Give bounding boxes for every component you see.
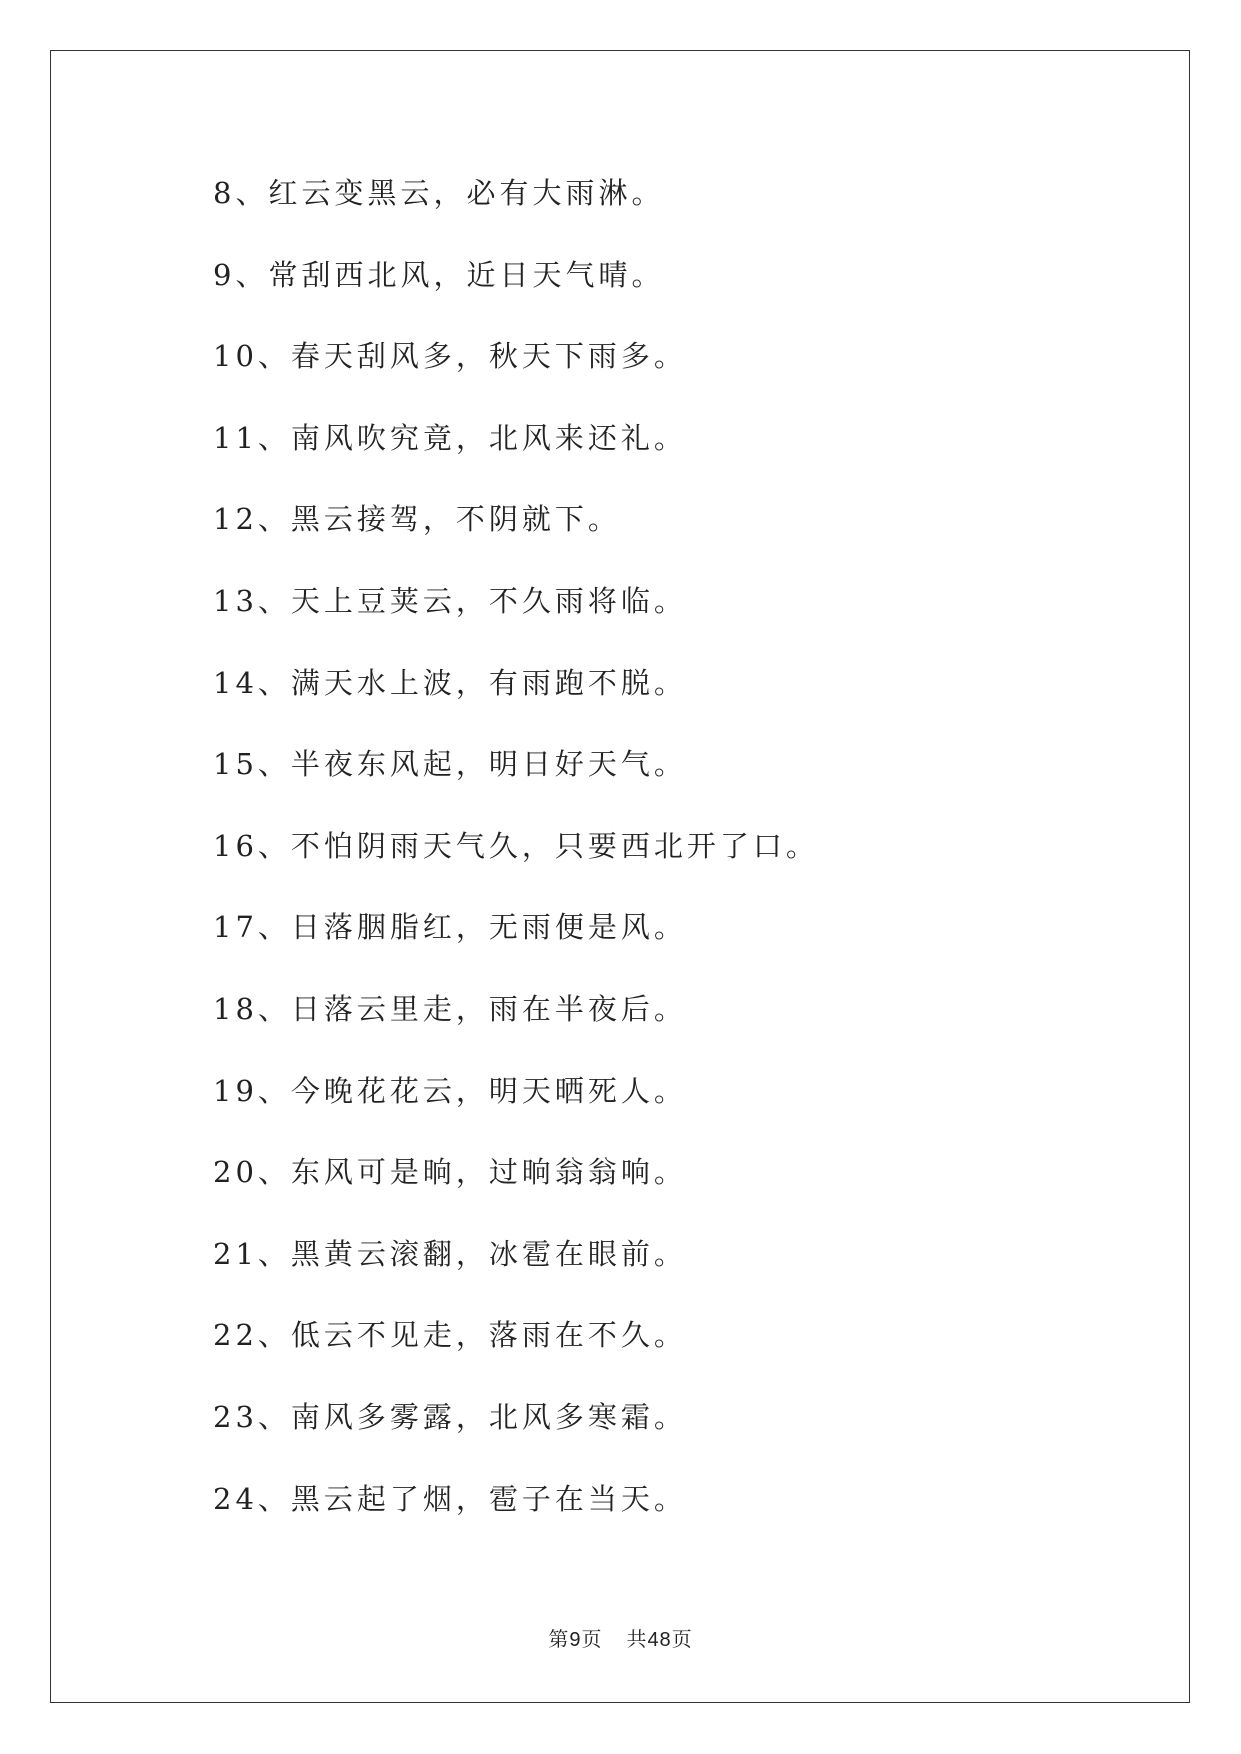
list-item: 11、南风吹究竟，北风来还礼。 [213, 420, 687, 455]
list-item: 16、不怕阴雨天气久，只要西北开了口。 [213, 828, 819, 863]
list-item: 15、半夜东风起，明日好天气。 [213, 747, 687, 782]
list-item: 18、日落云里走，雨在半夜后。 [213, 991, 687, 1026]
list-item: 8、红云变黑云，必有大雨淋。 [213, 176, 665, 210]
list-item: 9、常刮西北风，近日天气晴。 [213, 257, 665, 292]
list-item: 24、黑云起了烟，雹子在当天。 [213, 1481, 687, 1516]
list-item: 19、今晚花花云，明天晒死人。 [213, 1073, 687, 1108]
page-footer [0, 1623, 1241, 1652]
list-item: 22、低云不见走，落雨在不久。 [213, 1318, 687, 1353]
list-item: 21、黑黄云滚翻，冰雹在眼前。 [213, 1236, 687, 1271]
footer-page-prefix: 第 [548, 1627, 570, 1651]
footer-page-number: 9 [569, 1629, 582, 1651]
footer-total-prefix: 共 [626, 1627, 648, 1651]
footer-page-suffix: 页 [581, 1627, 603, 1651]
list-item: 10、春天刮风多，秋天下雨多。 [213, 339, 687, 374]
list-item: 12、黑云接驾，不阴就下。 [213, 502, 621, 537]
proverb-list [213, 168, 819, 1555]
list-item: 13、天上豆荚云，不久雨将临。 [213, 583, 687, 618]
footer-total-pages: 48 [647, 1629, 672, 1651]
list-item: 14、满天水上波，有雨跑不脱。 [213, 665, 687, 700]
list-item: 23、南风多雾露，北风多寒霜。 [213, 1399, 687, 1434]
list-item: 17、日落胭脂红，无雨便是风。 [213, 910, 687, 945]
footer-total-suffix: 页 [671, 1627, 693, 1651]
list-item: 20、东风可是晌，过晌翁翁响。 [213, 1155, 687, 1190]
